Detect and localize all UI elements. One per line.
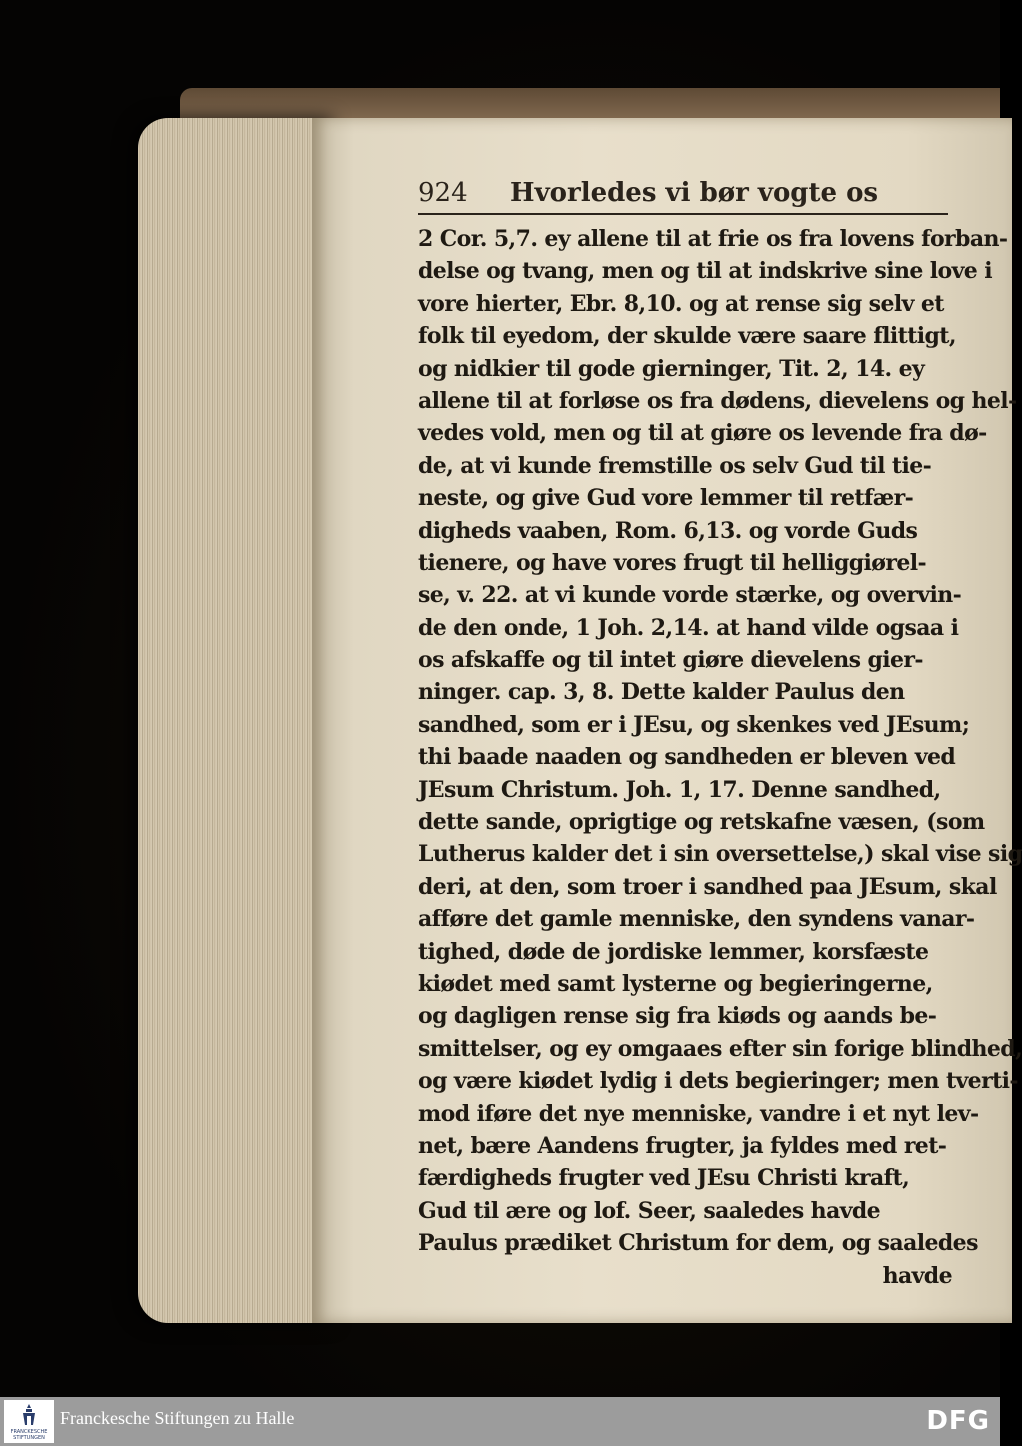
text-line: de, at vi kunde fremstille os selv Gud til tie- (418, 452, 932, 479)
text-line: dette sande, oprigtige og retskafne væsen, (som (418, 809, 985, 836)
footer-bar (0, 1397, 1000, 1446)
body-text (418, 223, 1022, 1292)
logo-caption: FRANCKESCHE STIFTUNGEN (10, 1429, 48, 1441)
text-line: ninger. cap. 3, 8. Dette kalder Paulus den (418, 679, 905, 706)
book-page-edges (138, 118, 338, 1323)
text-line: Gud til ære og lof. Seer, saaledes havde (418, 1197, 881, 1224)
institution-name: Franckesche Stiftungen zu Halle (60, 1408, 295, 1428)
text-line: smittelser, og ey omgaaes efter sin forige blindhed, (418, 1035, 1022, 1062)
franckesche-logo[interactable] (4, 1400, 54, 1443)
text-line: JEsum Christum. Joh. 1, 17. Denne sandhed, (418, 776, 941, 803)
catchword: havde (882, 1262, 952, 1289)
text-line: tighed, døde de jordiske lemmer, korsfæste (418, 938, 929, 965)
text-line: mod iføre det nye menniske, vandre i et nyt lev- (418, 1100, 979, 1127)
text-line: tienere, og have vores frugt til helliggiørel- (418, 549, 927, 576)
text-line: færdigheds frugter ved JEsu Christi kraft, (418, 1165, 910, 1192)
text-line: allene til at forløse os fra dødens, dievelens og hel- (418, 387, 1017, 414)
text-line: de den onde, 1 Joh. 2,14. at hand vilde ogsaa i (418, 614, 959, 641)
text-line: vore hierter, Ebr. 8,10. og at rense sig selv et (418, 290, 944, 317)
text-line: kiødet med samt lysterne og begieringerne, (418, 970, 933, 997)
text-line: digheds vaaben, Rom. 6,13. og vorde Guds (418, 517, 918, 544)
text-line: og nidkier til gode gierninger, Tit. 2, 14. ey (418, 355, 925, 382)
text-line: Lutherus kalder det i sin oversettelse,) skal vise sig (418, 841, 1022, 868)
dfg-logo[interactable]: DFG (926, 1406, 990, 1436)
text-line: thi baade naaden og sandheden er bleven ved (418, 744, 956, 771)
text-line: net, bære Aandens frugter, ja fyldes med ret- (418, 1132, 947, 1159)
page-number: 924 (418, 178, 468, 208)
text-line: deri, at den, som troer i sandhed paa JEsum, skal (418, 873, 997, 900)
header-rule (418, 213, 948, 215)
text-line: 2 Cor. 5,7. ey allene til at frie os fra lovens forban- (418, 226, 1008, 252)
text-line: se, v. 22. at vi kunde vorde stærke, og overvin- (418, 582, 962, 609)
running-title: Hvorledes vi bør vogte os (510, 178, 879, 208)
text-line: sandhed, som er i JEsu, og skenkes ved JEsum; (418, 711, 970, 738)
text-line: afføre det gamle menniske, den syndens vanar- (418, 906, 975, 933)
text-line: folk til eyedom, der skulde være saare flittigt, (418, 323, 956, 350)
text-line: neste, og give Gud vore lemmer til retfær- (418, 485, 914, 512)
text-line: vedes vold, men og til at giøre os levende fra dø- (418, 420, 987, 447)
text-line: os afskaffe og til intet giøre dievelens gier- (418, 647, 923, 674)
text-line: Paulus prædiket Christum for dem, og saaledes (418, 1230, 978, 1257)
institution-emblem-icon (21, 1404, 37, 1426)
text-line: og være kiødet lydig i dets begieringer; men tverti- (418, 1068, 1018, 1095)
running-header (418, 178, 948, 214)
text-line: delse og tvang, men og til at indskrive sine love i (418, 258, 993, 285)
text-line: og dagligen rense sig fra kiøds og aands be- (418, 1003, 937, 1030)
